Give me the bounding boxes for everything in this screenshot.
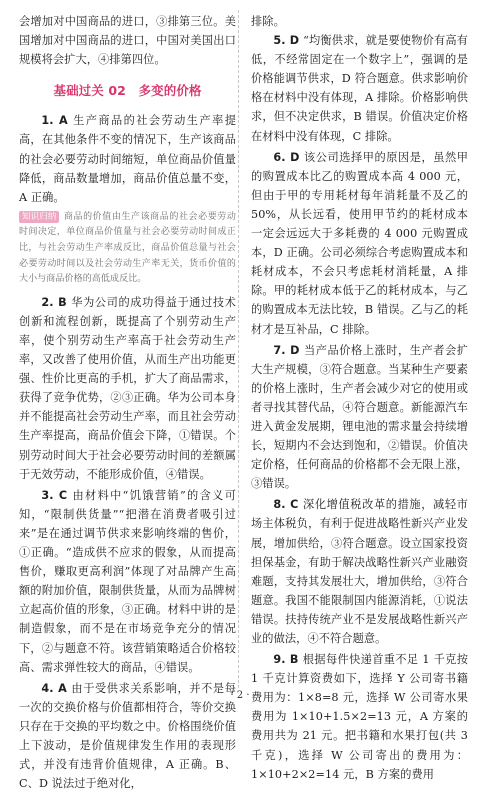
- question-3-number: 3. C: [41, 488, 68, 502]
- question-2-number: 2. B: [41, 295, 67, 309]
- question-4-text: 由于受供求关系影响，并不是每一次的交换价格与价值都相符合，等价交换只存在于交换的平均数之中。价格围绕价值上下波动，是价值规律发生作用的表现形式，并没有违背价值规律，A 正确。B、C、D 说法过于绝对化，: [19, 681, 236, 791]
- question-9-answer: [251, 650, 468, 784]
- question-1-text: 生产商品的社会劳动生产率提高，在其他条件不变的情况下，生产该商品的社会必要劳动时间缩短，单位商品价值量降低，商品数量增加，商品价值总量不变，A 正确。: [19, 114, 236, 204]
- question-7-text: 当产品价格上涨时，生产者会扩大生产规模，③符合题意。当某种生产要素的价格上涨时，生产者会减少对它的使用或者寻找其替代品，④符合题意。新能源汽车进入黄金发展期，锂电池的需求量会持续增长，短期内不会达到饱和，②错误。价值决定价格，任何商品的价格都不会无限上涨，③错误。: [251, 343, 468, 491]
- knowledge-tip-text: 商品的价值由生产该商品的社会必要劳动时间决定，单位商品价值量与社会必要劳动时间成正比，与社会劳动生产率成反比，商品价值总量与社会必要劳动时间以及社会劳动生产率无关，货币价值的大小与商品价格的高低成反比。: [19, 211, 236, 285]
- question-9-text: 根据每件快递首重不足 1 千克按 1 千克计算资费如下，选择 Y 公司寄书籍费用为：1×8=8 元，选择 W 公司寄水果费用为 1×10+1.5×2=13 元，A 方案的费用共为 21 元。把书籍和水果打包(共 3 千克)，选择 W 公司寄出的费用为：1×10+2×2=14 元，B 方案的费用: [251, 653, 468, 781]
- question-9-number: 9. B: [273, 653, 299, 667]
- question-8-number: 8. C: [273, 498, 299, 512]
- question-3-answer: [19, 486, 236, 677]
- page-number: · 2 ·: [230, 690, 250, 701]
- intro-paragraph: 会增加对中国商品的进口，③排第三位。美国增加对中国商品的进口，中国对美国出口规模将会扩大，④排第四位。: [19, 15, 236, 67]
- question-4-continuation: 排除。: [251, 15, 285, 28]
- question-4-number: 4. A: [41, 681, 67, 695]
- left-column: [19, 12, 236, 795]
- question-1-number: 1. A: [41, 114, 68, 128]
- question-6-number: 6. D: [273, 150, 300, 164]
- question-5-text: “均衡供求，就是要使物价有高有低，不经常固定在一个数字上”，强调的是价格能调节供求，D 符合题意。供求影响价格在材料中没有体现，A 排除。价格影响供求，但不决定供求，B 错误。价值决定价格在材料中没有体现，C 排除。: [251, 34, 468, 143]
- question-5-number: 5. D: [273, 34, 300, 48]
- question-1-answer: [19, 111, 236, 206]
- knowledge-tip: [19, 210, 236, 288]
- right-column: [251, 12, 468, 786]
- knowledge-tip-tag: 知识归纳: [19, 211, 59, 223]
- column-divider: [238, 10, 239, 688]
- question-2-text: 华为公司的成功得益于通过技术创新和流程创新，既提高了个别劳动生产率，使个别劳动生产率高于社会劳动生产率，又改善了使用价值，从而生产出功能更强、性价比更高的手机，扩大了商品需求，获得了竞争优势，②③正确。华为公司本身并不能提高社会劳动生产率，而且社会劳动生产率提高，商品价值会下降，①错误。个别劳动时间大于社会必要劳动时间的差额属于无效劳动，不能形成价值，④错误。: [19, 295, 236, 481]
- question-7-number: 7. D: [273, 343, 300, 357]
- question-5-answer: [251, 31, 468, 146]
- question-8-text: 深化增值税改革的措施，减轻市场主体税负，有利于促进战略性新兴产业发展，增加供给，③符合题意。设立国家投资担保基金，有助于解决战略性新兴产业融资难题，支持其发展壮大，增加供给，③符合题意。我国不能限制国内能源消耗，①说法错误。扶持传统产业不是发展战略性新兴产业的做法，④不符合题意。: [251, 498, 468, 645]
- question-3-text: 由材料中“饥饿营销”的含义可知，“限制供货量”“把潜在消费者吸引过来”是在通过调节供求来影响终端的售价，①正确。“造成供不应求的假象，从而提高售价，赚取更高利润”体现了对品牌产生高额的附加价值，限制供货量，从而为品牌树立起高价值的形象，③正确。材料中讲的是制造假象，而不是在市场竞争充分的情况下，②与题意不符。该营销策略适合价格较高、需求弹性较大的商品，④错误。: [19, 488, 236, 674]
- question-7-answer: [251, 341, 468, 494]
- question-2-answer: [19, 293, 236, 484]
- question-6-text: 该公司选择甲的原因是，虽然甲的购置成本比乙的购置成本高 4 000 元，但由于甲的专用耗材每年消耗量不及乙的 50%，从长远看，使用甲节约的耗材成本一定会远远大于多耗费的 4 000 元购置成本，D 正确。公司必须综合考虑购置成本和耗材成本，不会只考虑耗材消耗量，A 排除。甲的耗材成本低于乙的耗材成本，与乙的购置成本无法比较，B 错误。乙与乙的耗材才是互补品，C 排除。: [251, 150, 468, 336]
- section-title: 基础过关 02 多变的价格: [53, 83, 202, 99]
- question-8-answer: [251, 495, 468, 648]
- question-6-answer: [251, 148, 468, 339]
